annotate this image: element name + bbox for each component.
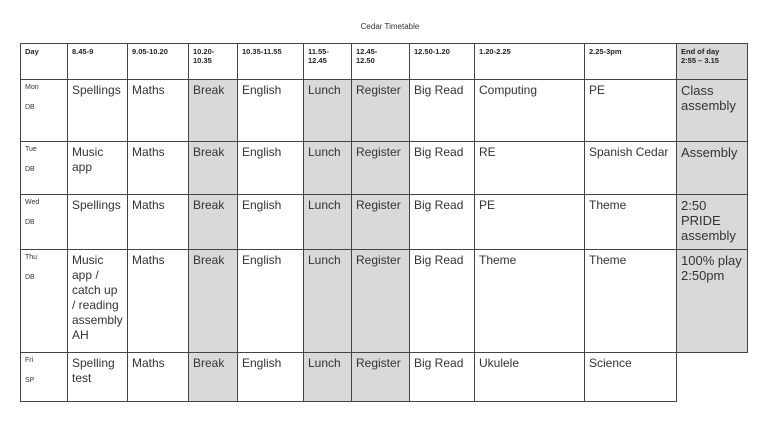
table-row xyxy=(21,195,748,250)
teacher-initials: DB xyxy=(25,166,35,173)
register-cell: Register xyxy=(352,142,410,195)
lesson-cell: PE xyxy=(585,80,677,142)
header-slot-8: 1.20-2.25 xyxy=(475,44,585,80)
lesson-cell: Maths xyxy=(128,195,189,250)
lunch-cell: Lunch xyxy=(304,142,352,195)
table-row xyxy=(21,80,748,142)
lesson-cell: English xyxy=(238,353,304,402)
lesson-cell: English xyxy=(238,250,304,353)
lesson-cell: English xyxy=(238,195,304,250)
table-row xyxy=(21,142,748,195)
header-slot-7: 12.50-1.20 xyxy=(410,44,475,80)
end-of-day-cell: Assembly xyxy=(677,142,748,195)
header-slot-9: 2.25-3pm xyxy=(585,44,677,80)
day-cell xyxy=(21,80,68,142)
lesson-cell: Maths xyxy=(128,80,189,142)
lesson-cell: Ukulele xyxy=(475,353,585,402)
end-of-day-cell xyxy=(677,353,748,402)
header-row xyxy=(21,44,748,80)
lesson-cell: Spanish Cedar xyxy=(585,142,677,195)
lunch-cell: Lunch xyxy=(304,250,352,353)
lesson-cell: Spelling test xyxy=(68,353,128,402)
lesson-cell: English xyxy=(238,80,304,142)
lunch-cell: Lunch xyxy=(304,195,352,250)
day-cell xyxy=(21,353,68,402)
lesson-cell: Big Read xyxy=(410,250,475,353)
header-end-of-day: End of day 2:55 – 3.15 xyxy=(677,44,748,80)
teacher-initials: DB xyxy=(25,274,35,281)
lesson-cell: Computing xyxy=(475,80,585,142)
header-slot-3: 10.20- 10.35 xyxy=(189,44,238,80)
lesson-cell: Theme xyxy=(585,250,677,353)
day-cell xyxy=(21,250,68,353)
teacher-initials: SP xyxy=(25,377,35,384)
lesson-cell: Big Read xyxy=(410,142,475,195)
lesson-cell: PE xyxy=(475,195,585,250)
lunch-cell: Lunch xyxy=(304,353,352,402)
register-cell: Register xyxy=(352,80,410,142)
header-slot-4: 10.35-11.55 xyxy=(238,44,304,80)
day-label: Thu xyxy=(25,254,38,261)
register-cell: Register xyxy=(352,250,410,353)
break-cell: Break xyxy=(189,353,238,402)
end-of-day-cell: Class assembly xyxy=(677,80,748,142)
lesson-cell: Maths xyxy=(128,353,189,402)
header-slot-6: 12.45- 12.50 xyxy=(352,44,410,80)
break-cell: Break xyxy=(189,80,238,142)
register-cell: Register xyxy=(352,195,410,250)
lesson-cell: Spellings xyxy=(68,80,128,142)
teacher-initials: DB xyxy=(25,219,35,226)
lesson-cell: Theme xyxy=(585,195,677,250)
page-title: Cedar Timetable xyxy=(360,22,420,31)
teacher-initials: DB xyxy=(25,104,35,111)
break-cell: Break xyxy=(189,195,238,250)
table-row xyxy=(21,250,748,353)
break-cell: Break xyxy=(189,142,238,195)
lesson-cell: Music app xyxy=(68,142,128,195)
day-label: Fri xyxy=(25,357,34,364)
lunch-cell: Lunch xyxy=(304,80,352,142)
lesson-cell: Music app / catch up / reading assembly AH xyxy=(68,250,128,353)
header-slot-2: 9.05-10.20 xyxy=(128,44,189,80)
day-label: Tue xyxy=(25,146,37,153)
header-slot-5: 11.55- 12.45 xyxy=(304,44,352,80)
lesson-cell: Big Read xyxy=(410,353,475,402)
lesson-cell: Theme xyxy=(475,250,585,353)
lesson-cell: Maths xyxy=(128,142,189,195)
lesson-cell: Big Read xyxy=(410,195,475,250)
end-of-day-cell: 2:50 PRIDE assembly xyxy=(677,195,748,250)
header-slot-1: 8.45-9 xyxy=(68,44,128,80)
lesson-cell: RE xyxy=(475,142,585,195)
lesson-cell: English xyxy=(238,142,304,195)
lesson-cell: Science xyxy=(585,353,677,402)
lesson-cell: Maths xyxy=(128,250,189,353)
lesson-cell: Spellings xyxy=(68,195,128,250)
day-cell xyxy=(21,195,68,250)
lesson-cell: Big Read xyxy=(410,80,475,142)
timetable xyxy=(20,43,748,402)
register-cell: Register xyxy=(352,353,410,402)
day-label: Wed xyxy=(25,199,40,206)
table-row xyxy=(21,353,748,402)
header-day: Day xyxy=(21,44,68,80)
day-label: Mon xyxy=(25,84,39,91)
break-cell: Break xyxy=(189,250,238,353)
day-cell xyxy=(21,142,68,195)
end-of-day-cell: 100% play 2:50pm xyxy=(677,250,748,353)
